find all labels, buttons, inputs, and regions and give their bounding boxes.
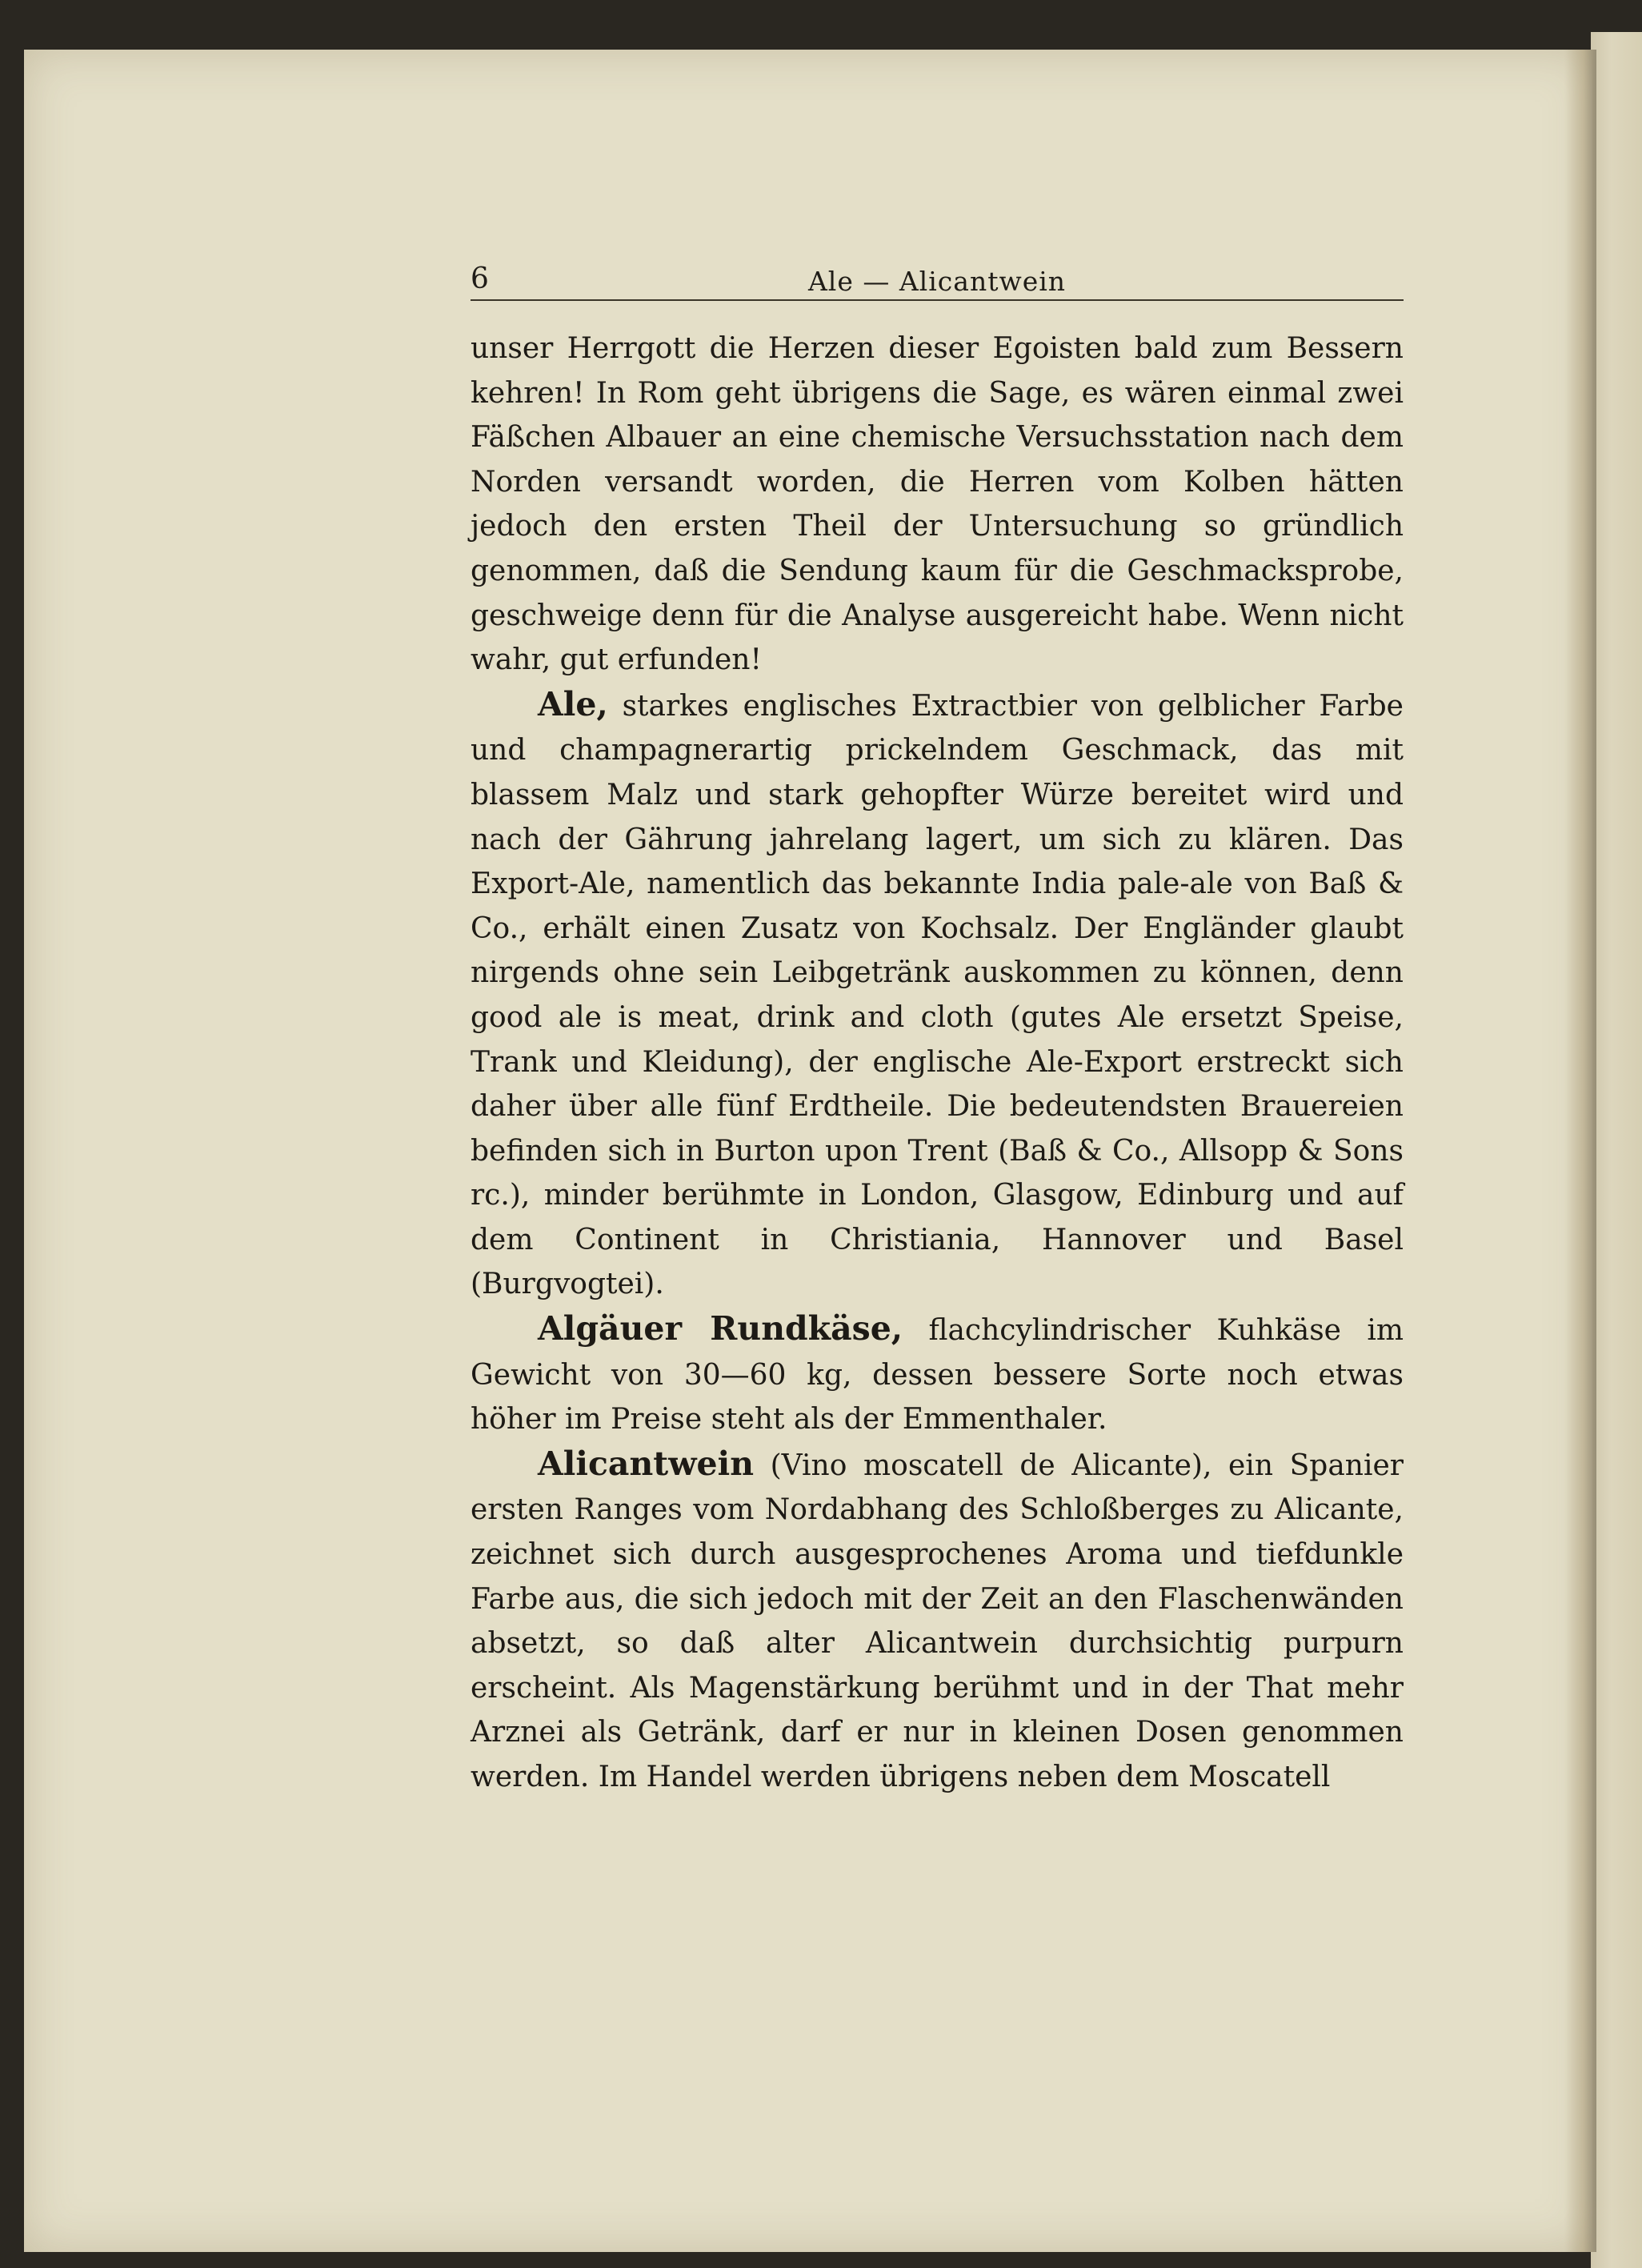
page-header — [471, 258, 1404, 301]
entry-ale-text: starkes englisches Extractbier von gelblicher Farbe und champagnerartig prickelndem Geschmack, das mit blassem Malz und stark gehopfter Würze bereitet wird und nach der Gährung jahrelang lagert, um sich zu klären. Das Export-Ale, namentlich das bekannte India pale-ale von Baß & Co., erhält einen Zusatz von Kochsalz. Der Engländer glaubt nirgends ohne sein Leibgetränk auskommen zu können, denn good ale is meat, drink and cloth (gutes Ale ersetzt Speise, Trank und Kleidung), der englische Ale-Export erstreckt sich daher über alle fünf Erdtheile. Die bedeutendsten Brauereien befinden sich in Burton upon Trent (Baß & Co., Allsopp & Sons rc.), minder berühmte in London, Glasgow, Edinburg und auf dem Continent in Christiania, Hannover und Basel (Burgvogtei). — [471, 689, 1404, 1301]
entry-ale — [471, 683, 1404, 1307]
headword-alicantwein: Alicantwein — [538, 1444, 755, 1483]
entry-algaeuer-rundkaese — [471, 1307, 1404, 1442]
entry-alicantwein-text: (Vino moscatell de Alicante), ein Spanier ersten Ranges vom Nordabhang des Schloßberges zu Alicante, zeichnet sich durch ausgesprochenes Aroma und tiefdunkle Farbe aus, die sich jedoch mit der Zeit an den Flaschenwänden absetzt, so daß alter Alicantwein durchsichtig purpurn erscheint. Als Magenstärkung berühmt und in der That mehr Arznei als Getränk, darf er nur in kleinen Dosen genommen werden. Im Handel werden übrigens neben dem Moscatell — [471, 1449, 1404, 1793]
page-number: 6 — [471, 262, 489, 295]
entry-algaeuer-rundkaese-text: flachcylindrischer Kuhkäse im Gewicht von 30—60 kg, dessen bessere Sorte noch etwas höher im Preise steht als der Emmenthaler. — [471, 1314, 1404, 1437]
headword-algaeuer-rundkaese: Algäuer Rundkäse, — [538, 1309, 903, 1348]
headword-ale: Ale, — [538, 684, 608, 723]
entry-alicantwein — [471, 1442, 1404, 1800]
continuation-paragraph: unser Herrgott die Herzen dieser Egoisten bald zum Bessern kehren! In Rom geht übrigens die Sage, es wären einmal zwei Fäßchen Albauer an eine chemische Versuchsstation nach dem Norden versandt worden, die Herren vom Kolben hätten jedoch den ersten Theil der Untersuchung so gründlich genommen, daß die Sendung kaum für die Geschmacksprobe, geschweige denn für die Analyse ausgereicht habe. Wenn nicht wahr, gut erfunden! — [471, 332, 1404, 677]
body-text — [471, 327, 1404, 1800]
next-page-edge — [1591, 32, 1642, 2268]
running-head: Ale — Alicantwein — [807, 266, 1067, 297]
scan-background-top — [0, 0, 1642, 50]
book-binding-shadow — [1564, 50, 1596, 2252]
